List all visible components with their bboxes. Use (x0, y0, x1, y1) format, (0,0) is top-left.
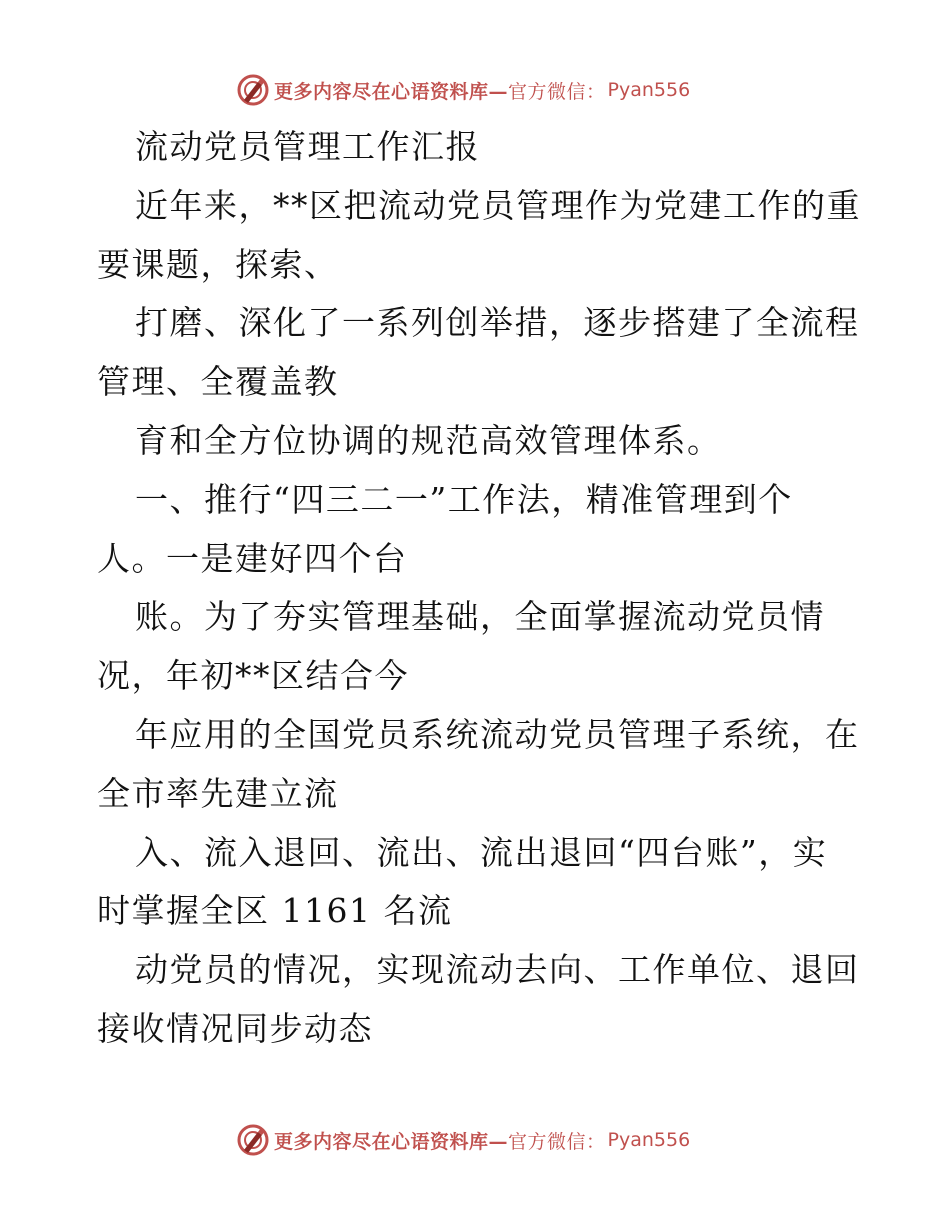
text-line: 打磨、深化了一系列创举措，逐步搭建了全流程 (135, 303, 860, 343)
footer-banner (236, 1122, 690, 1158)
text-line: 入、流入退回、流出、流出退回“四台账”，实 (135, 832, 828, 872)
wechat-id: Pyan556 (607, 79, 691, 101)
text-line: 账。为了夯实管理基础，全面掌握流动党员情 (135, 597, 825, 637)
section-heading-line: 一、推行“四三二一”工作法，精准管理到个 (135, 479, 793, 519)
text-line: 育和全方位协调的规范高效管理体系。 (135, 420, 722, 460)
text-line: 管理、全覆盖教 (97, 362, 339, 402)
text-line: 要课题，探索、 (97, 244, 339, 284)
header-banner (236, 72, 690, 108)
promo-text: 更多内容尽在心语资料库— (274, 80, 509, 103)
pen-circle-icon (236, 1123, 270, 1157)
wechat-label: 官方微信： (508, 1130, 606, 1153)
document-title: 流动党员管理工作汇报 (135, 127, 480, 166)
text-line: 近年来，**区把流动党员管理作为党建工作的重 (135, 185, 861, 225)
text-line: 接收情况同步动态 (97, 1008, 373, 1048)
wechat-id: Pyan556 (607, 1129, 691, 1151)
text-line: 况，年初**区结合今 (97, 656, 409, 696)
pen-circle-icon (236, 73, 270, 107)
text-line: 动党员的情况，实现流动去向、工作单位、退回 (135, 950, 860, 990)
text-line: 时掌握全区 1161 名流 (97, 891, 453, 931)
text-line: 年应用的全国党员系统流动党员管理子系统，在 (135, 714, 860, 754)
text-line: 人。一是建好四个台 (97, 538, 408, 578)
document-body (97, 118, 861, 1059)
text-line: 全市率先建立流 (97, 773, 339, 813)
wechat-label: 官方微信： (508, 80, 606, 103)
promo-text: 更多内容尽在心语资料库— (274, 1130, 509, 1153)
